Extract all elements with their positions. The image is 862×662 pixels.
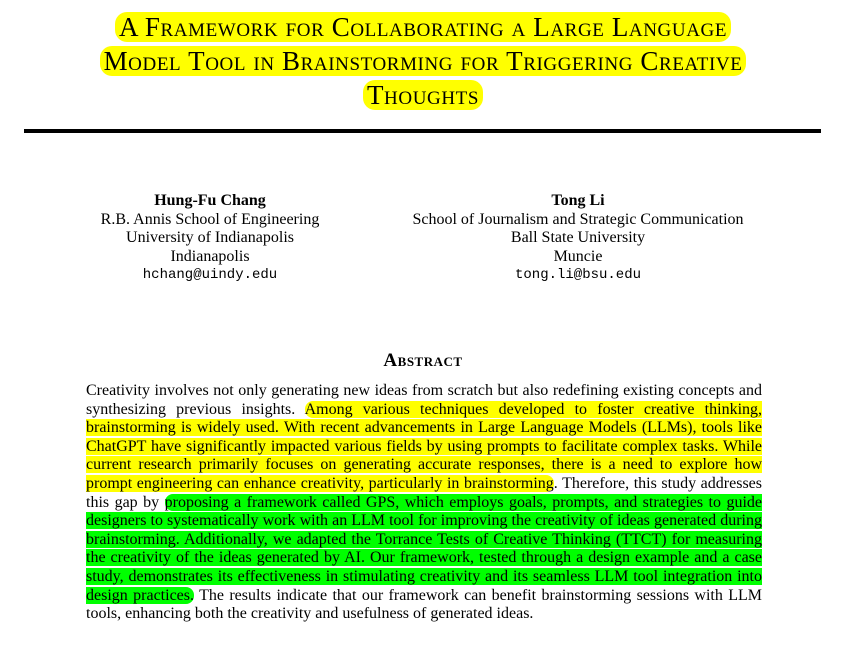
abstract-text: . Therefore, this study addresses this gap by	[86, 474, 762, 511]
title-rule	[24, 129, 821, 133]
author-email[interactable]: tong.li@bsu.edu	[514, 267, 642, 283]
author-name: Tong Li	[551, 192, 605, 209]
author-block-1	[70, 192, 350, 285]
author-school: School of Journalism and Strategic Communication	[412, 210, 744, 228]
abstract-text: Creativity involves not only generating new ideas from scratch but also redefining existing concepts and synthesizing previous insights.	[86, 382, 762, 418]
author-email[interactable]: hchang@uindy.edu	[142, 267, 278, 283]
author-name: Hung-Fu Chang	[154, 192, 266, 209]
abstract-highlight-green: proposing a framework called GPS, which employs goals, prompts, and strategies to guide designers to systematically work with an LLM tool for improving the creativity of ideas generated during brainstorming. Additionally, we adapted the Torrance Tests of Creative Thinking (TTCT) for measuring the creativity of the ideas generated by AI. Our framework, tested through a design example and a case study, demonstrates its effectiveness in stimulating creativity and its seamless LLM tool integration into design practices.	[86, 493, 763, 604]
abstract-text: The results indicate that our framework can benefit brainstorming sessions with LLM tools, enhancing both the creativity and usefulness of generated ideas.	[86, 586, 762, 623]
title-line-1: A Framework for Collaborating a Large Language	[115, 12, 731, 42]
paper-title	[0, 10, 846, 112]
author-block-2	[398, 192, 758, 285]
author-university: University of Indianapolis	[126, 229, 294, 246]
author-city: Muncie	[553, 247, 603, 265]
abstract-heading: Abstract	[383, 350, 463, 371]
title-line-3: Thoughts	[363, 80, 483, 110]
author-city: Indianapolis	[170, 247, 250, 265]
title-line-2: Model Tool in Brainstorming for Triggering Creative	[100, 46, 747, 76]
abstract-highlight-yellow: Among various techniques developed to foster creative thinking, brainstorming is widely used. With recent advancements in Large Language Models (LLMs), tools like ChatGPT have significantly impacted various fields by using prompts to facilitate complex tasks. While current research primarily focuses on generating accurate responses, there is a need to explore how prompt engineering can enhance creativity, particularly in brainstorming	[86, 400, 763, 492]
abstract-body	[86, 382, 762, 624]
author-school: R.B. Annis School of Engineering	[100, 210, 320, 228]
author-university: Ball State University	[510, 229, 646, 246]
